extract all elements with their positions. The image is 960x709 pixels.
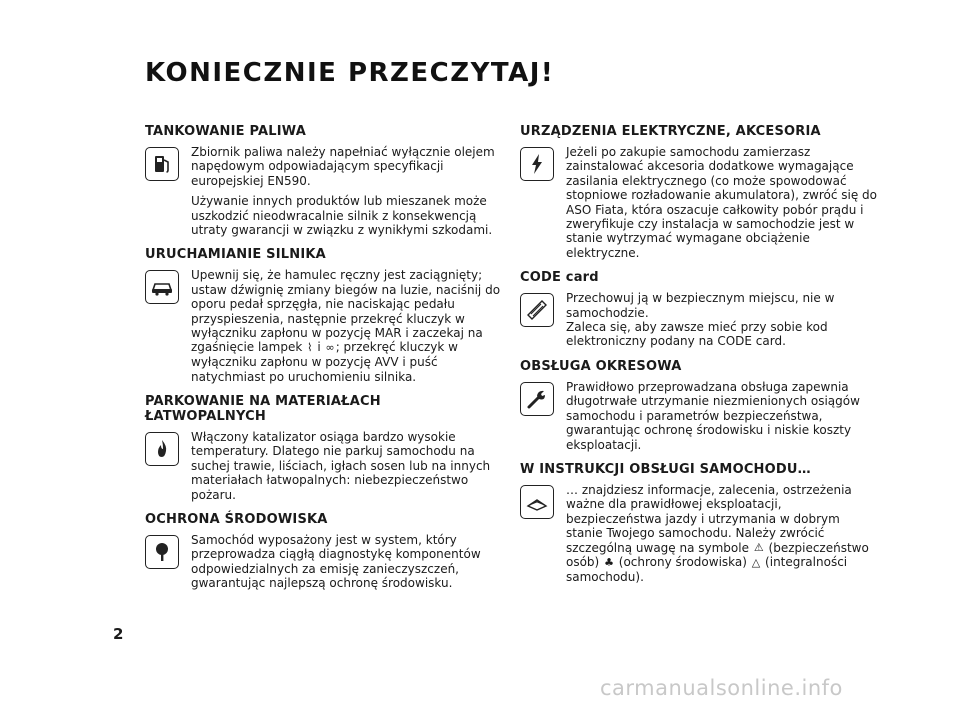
section-code-card <box>520 270 880 349</box>
section-fuel <box>145 124 505 237</box>
section-heading: W INSTRUKCJI OBSŁUGI SAMOCHODU… <box>520 461 811 477</box>
section-service <box>520 359 880 452</box>
parking-text: Włączony katalizator osiąga bardzo wysokie temperatury. Dlatego nie parkuj samochodu na suchej trawie, liściach, igłach sosen lub na innych materiałach łatwopalnych: niebezpieczeństwo pożaru. <box>191 429 491 502</box>
fuel-text-2: Używanie innych produktów lub mieszanek może uszkodzić nieodwracalnie silnik z konsekwencją utraty gwarancji w związku z wynikłymi szkodami. <box>191 194 493 238</box>
page-number: 2 <box>113 625 124 643</box>
section-heading: CODE card <box>520 270 599 286</box>
engine-text-and: i <box>317 340 321 355</box>
fuel-text-1: Zbiornik paliwa należy napełniać wyłącznie olejem napędowym odpowiadającym specyfikacji europejskiej EN590. <box>191 145 495 188</box>
page-title: KONIECZNIE PRZECZYTAJ! <box>145 58 555 88</box>
environment-symbol-icon: ♣ <box>604 555 614 569</box>
tree-icon <box>145 535 179 569</box>
manual-text-a: … znajdziesz informacje, zalecenia, ostrzeżenia ważne dla prawidłowej eksploatacji, bezpieczeństwa jazdy i utrzymania w dobrym stanie Twojego samochodu. Należy zwrócić szczególną uwagę na symbole <box>566 482 852 555</box>
car-icon <box>145 270 179 304</box>
section-environment <box>145 512 505 591</box>
engine-text-a: Upewnij się, że hamulec ręczny jest zaciągnięty; ustaw dźwignię zmiany biegów na luzie, naciśnij do oporu pedał sprzęgła, nie naciskając pedału przyspieszenia, następnie przekręć kluczyk w wyłączniku zapłonu w pozycję MAR i zaczekaj na zgaśnięcie lampek <box>191 268 501 355</box>
manual-text-b: (bezpieczeństwo osób) <box>566 540 869 570</box>
manual-text-d: (integralności samochodu). <box>566 555 848 584</box>
safety-symbol-icon: ⚠ <box>753 540 764 554</box>
book-icon <box>520 485 554 519</box>
code-card-icon <box>520 293 554 327</box>
section-parking <box>145 394 505 502</box>
section-heading: OCHRONA ŚRODOWISKA <box>145 512 328 528</box>
wrench-icon <box>520 382 554 416</box>
fuel-pump-icon <box>145 147 179 181</box>
section-electrical <box>520 124 880 260</box>
section-heading: TANKOWANIE PALIWA <box>145 124 307 139</box>
flame-icon <box>145 432 179 466</box>
code-text-2: Zaleca się, aby zawsze mieć przy sobie kod elektroniczny podany na CODE card. <box>566 320 828 349</box>
section-engine <box>145 247 505 384</box>
left-column <box>145 124 505 601</box>
electrical-text: Jeżeli po zakupie samochodu zamierzasz zainstalować akcesoria dodatkowe wymagające zasilania elektrycznego (co może spowodować stopniowe rozładowanie akumulatora), zwróć się do ASO Fiata, która oszacuje całkowity pobór prądu i zweryfikuje czy instalacja w samochodzie jest w stanie wytrzymać wymagane obciążenie elektryczne. <box>566 145 877 260</box>
preheat-icon: ∞ <box>325 340 335 354</box>
code-text-1: Przechowuj ją w bezpiecznym miejscu, nie w samochodzie. <box>566 291 835 320</box>
section-heading: URZĄDZENIA ELEKTRYCZNE, AKCESORIA <box>520 124 821 139</box>
right-column <box>520 124 880 594</box>
watermark: carmanualsonline.info <box>600 676 843 700</box>
glow-plug-warning-icon: ⌇ <box>307 340 313 354</box>
manual-text-c: (ochrony środowiska) <box>618 555 747 570</box>
service-text: Prawidłowo przeprowadzana obsługa zapewnia długotrwałe utrzymanie niezmienionych osiągów samochodu i parametrów bezpieczeństwa, gwarantując ochronę środowisku i niskie koszty eksploatacji. <box>566 379 860 452</box>
lightning-icon <box>520 147 554 181</box>
section-manual <box>520 462 880 584</box>
manual-text <box>566 483 880 584</box>
section-heading: OBSŁUGA OKRESOWA <box>520 358 682 374</box>
engine-text <box>191 268 505 384</box>
section-heading: PARKOWANIE NA MATERIAŁACH ŁATWOPALNYCH <box>145 393 381 424</box>
engine-text-b: ; przekręć kluczyk w wyłączniku zapłonu w pozycję AVV i puść natychmiast po uruchomieniu silnika. <box>191 340 458 384</box>
environment-text: Samochód wyposażony jest w system, który przeprowadza ciągłą diagnostykę komponentów odpowiedzialnych za emisję zanieczyszczeń, gwarantując najlepszą ochronę środowisku. <box>191 533 481 591</box>
section-heading: URUCHAMIANIE SILNIKA <box>145 247 326 263</box>
vehicle-integrity-symbol-icon: △ <box>751 555 761 569</box>
